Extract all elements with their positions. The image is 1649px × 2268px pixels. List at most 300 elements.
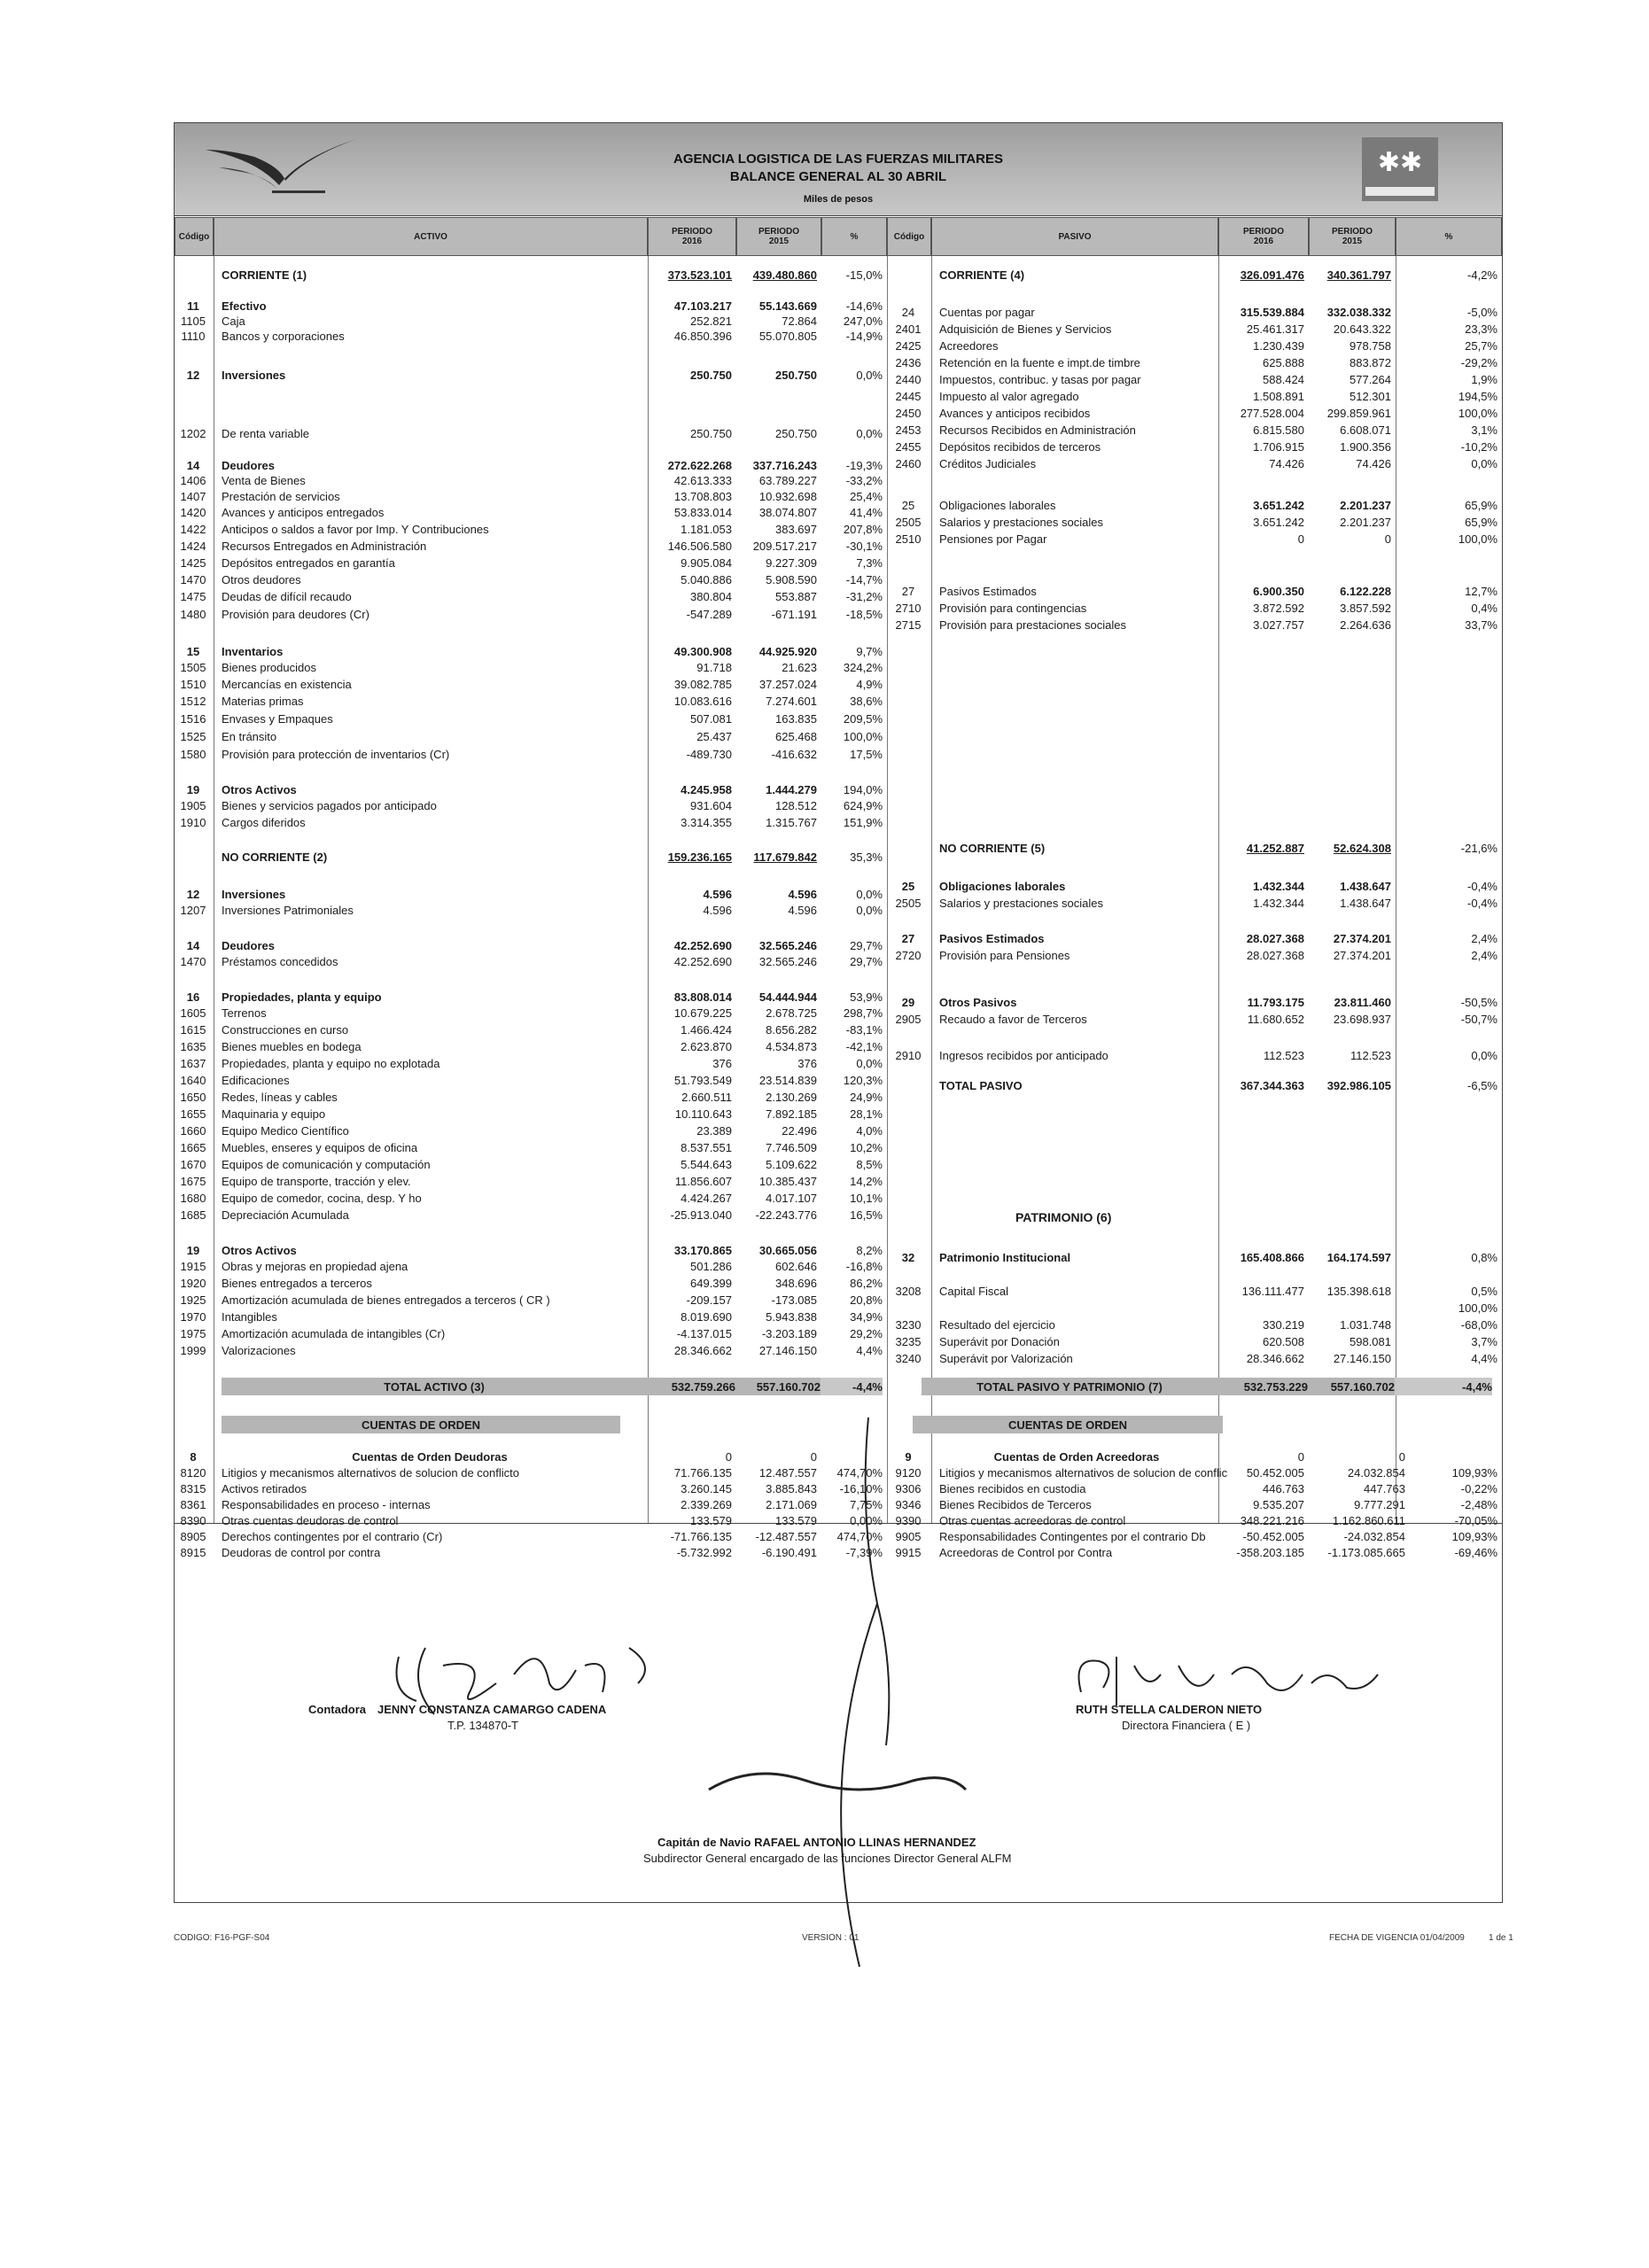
- variation-pct: 194,0%: [843, 783, 883, 796]
- value-2016: 1.466.424: [681, 1023, 732, 1037]
- value-2016: 4.245.958: [681, 783, 732, 796]
- account-label: Responsabilidades Contingentes por el contrario Db: [939, 1530, 1206, 1543]
- value-2016: -209.157: [686, 1293, 732, 1307]
- account-code: 2455: [895, 440, 922, 454]
- account-label: Cuentas de Orden Deudoras: [352, 1450, 508, 1464]
- value-2016: 46.850.396: [673, 330, 732, 343]
- variation-pct: 25,7%: [1465, 339, 1497, 353]
- variation-pct: 86,2%: [850, 1277, 883, 1290]
- account-code: 1105: [181, 315, 206, 328]
- value-2016: 326.091.476: [1240, 268, 1304, 282]
- account-code: [886, 1301, 930, 1316]
- pasivo-row: [174, 499, 1503, 513]
- activo-row: [174, 1208, 1503, 1223]
- variation-pct: 10,2%: [850, 1141, 883, 1154]
- value-2015: 6.122.228: [1340, 585, 1391, 598]
- account-label: Maquinaria y equipo: [222, 1107, 326, 1121]
- account-code: 2450: [895, 407, 922, 420]
- account-code: 2436: [895, 356, 922, 369]
- variation-pct: 109,93%: [1451, 1466, 1497, 1480]
- pasivo-row: [174, 949, 1503, 963]
- value-2016: -489.730: [686, 748, 732, 761]
- account-code: 8: [190, 1450, 197, 1464]
- svg-text:✱✱: ✱✱: [1377, 147, 1423, 178]
- value-2016: 625.888: [1263, 356, 1304, 369]
- account-code: 1615: [180, 1023, 206, 1037]
- value-2016: 9.905.084: [681, 556, 732, 570]
- activo-row: [174, 1192, 1503, 1206]
- account-code: 9: [905, 1450, 912, 1464]
- variation-pct: 8,2%: [856, 1244, 883, 1257]
- value-2016: 4.424.267: [681, 1192, 732, 1205]
- total-pasivo-patrimonio-label: TOTAL PASIVO Y PATRIMONIO (7): [922, 1378, 1217, 1395]
- value-2015: 5.943.838: [766, 1310, 817, 1324]
- value-2016: 8.019.690: [681, 1310, 732, 1324]
- account-code: 2460: [895, 457, 922, 470]
- value-2015: 4.534.873: [766, 1040, 817, 1053]
- account-label: Adquisición de Bienes y Servicios: [939, 322, 1112, 336]
- value-2016: 33.170.865: [673, 1244, 732, 1257]
- variation-pct: 65,9%: [1465, 516, 1497, 529]
- account-label: Efectivo: [222, 299, 267, 313]
- variation-pct: 29,7%: [850, 939, 883, 952]
- cuentas-orden-band-left: CUENTAS DE ORDEN: [222, 1416, 620, 1433]
- value-2016: 10.110.643: [674, 1107, 732, 1121]
- value-2015: 598.081: [1350, 1335, 1391, 1348]
- value-2016: 367.344.363: [1240, 1079, 1304, 1092]
- value-2016: 0: [1297, 532, 1304, 546]
- account-code: 12: [186, 888, 200, 901]
- variation-pct: -83,1%: [845, 1023, 883, 1037]
- signature-capitan: [682, 1409, 984, 1967]
- variation-pct: -5,0%: [1467, 306, 1497, 319]
- variation-pct: -14,9%: [845, 330, 883, 343]
- value-2015: 9.227.309: [766, 556, 817, 570]
- account-code: 2710: [895, 602, 922, 615]
- pasivo-row: [174, 1079, 1503, 1093]
- account-label: Intangibles: [222, 1310, 277, 1324]
- account-code: 32: [901, 1251, 915, 1264]
- value-2015: 4.596: [788, 888, 817, 901]
- value-2016: [1217, 1301, 1304, 1316]
- account-label: Pasivos Estimados: [939, 585, 1037, 598]
- value-2015: 135.398.618: [1326, 1285, 1391, 1298]
- value-2015: 163.835: [775, 712, 817, 726]
- value-2015: 348.696: [775, 1277, 817, 1290]
- account-label: Litigios y mecanismos alternativos de solucion de conflic: [939, 1466, 1228, 1480]
- account-label: Créditos Judiciales: [939, 457, 1037, 470]
- value-2015: 332.038.332: [1326, 306, 1391, 319]
- value-2016: 2.623.870: [681, 1040, 732, 1053]
- value-2015: 21.623: [782, 661, 817, 674]
- value-2016: 250.750: [690, 427, 732, 440]
- value-2015: 55.143.669: [758, 299, 817, 313]
- variation-pct: 194,5%: [1458, 390, 1497, 403]
- value-2016: 0: [725, 1450, 732, 1464]
- account-label: Salarios y prestaciones sociales: [939, 897, 1103, 910]
- value-2015: 23.514.839: [758, 1074, 817, 1087]
- value-2016: 42.252.690: [673, 955, 732, 968]
- account-label: Propiedades, planta y equipo no explotada: [222, 1057, 440, 1070]
- variation-pct: 100,0%: [1458, 532, 1497, 546]
- pasivo-row: [174, 356, 1503, 370]
- alfm-wings-logo: [201, 132, 361, 201]
- value-2016: 376: [712, 1057, 732, 1070]
- value-2015: 27.146.150: [758, 1344, 817, 1357]
- account-label: Bienes Recibidos de Terceros: [939, 1498, 1092, 1511]
- value-2016: 9.535.207: [1253, 1498, 1304, 1511]
- directora-role: Directora Financiera ( E ): [1122, 1719, 1251, 1732]
- value-2016: 10.679.225: [673, 1006, 732, 1020]
- value-2015: 883.872: [1350, 356, 1391, 369]
- value-2016: 11.856.607: [674, 1175, 732, 1188]
- value-2015: -416.632: [771, 748, 817, 761]
- account-label: Propiedades, planta y equipo: [222, 990, 382, 1004]
- variation-pct: 8,5%: [856, 1158, 883, 1171]
- account-label: Superávit por Donación: [939, 1335, 1060, 1348]
- value-2015: 10.932.698: [758, 490, 817, 503]
- account-label: Cargos diferidos: [222, 816, 306, 829]
- account-label: Depósitos recibidos de terceros: [939, 440, 1101, 454]
- activo-row: [174, 799, 1503, 813]
- account-code: 25: [901, 499, 915, 512]
- variation-pct: 12,7%: [1465, 585, 1497, 598]
- account-code: 1407: [180, 490, 206, 503]
- account-code: 1505: [180, 661, 206, 674]
- value-2015: 117.679.842: [753, 850, 817, 864]
- col-periodo-2015-left: PERIODO 2015: [736, 217, 821, 256]
- account-code: 14: [186, 939, 200, 952]
- footer-codigo: CODIGO: F16-PGF-S04: [174, 1933, 270, 1943]
- variation-pct: 247,0%: [843, 315, 883, 328]
- value-2016: 50.452.005: [1246, 1466, 1304, 1480]
- value-2015: 5.109.622: [766, 1158, 817, 1171]
- variation-pct: -0,4%: [1467, 897, 1497, 910]
- account-label: Equipos de comunicación y computación: [222, 1158, 431, 1171]
- account-label: Responsabilidades en proceso - internas: [222, 1498, 431, 1511]
- account-code: 1925: [180, 1293, 206, 1307]
- account-label: Edificaciones: [222, 1074, 290, 1087]
- account-label: Recursos Recibidos en Administración: [939, 423, 1136, 437]
- value-2015: 577.264: [1350, 373, 1391, 386]
- value-2016: 112.523: [1263, 1049, 1304, 1062]
- variation-pct: -50,7%: [1460, 1013, 1497, 1026]
- account-label: Otros Activos: [222, 1244, 297, 1257]
- account-label: Recaudo a favor de Terceros: [939, 1013, 1087, 1026]
- account-label: Deudas de difícil recaudo: [222, 590, 352, 603]
- value-2015: 0: [810, 1450, 817, 1464]
- account-code: 1510: [180, 678, 206, 691]
- variation-pct: 4,4%: [1471, 1352, 1497, 1365]
- cuentas-orden-band-right: CUENTAS DE ORDEN: [913, 1416, 1223, 1433]
- value-2016: 588.424: [1263, 373, 1304, 386]
- account-code: 1910: [180, 816, 206, 829]
- account-label: Impuesto al valor agregado: [939, 390, 1079, 403]
- variation-pct: 29,7%: [850, 955, 883, 968]
- pasivo-row: [174, 532, 1503, 547]
- value-2015: 2.201.237: [1340, 516, 1391, 529]
- account-code: 1640: [180, 1074, 206, 1087]
- account-label: Otras cuentas deudoras de control: [222, 1514, 399, 1527]
- variation-pct: 9,7%: [856, 645, 883, 658]
- col-periodo-2015-right: PERIODO 2015: [1309, 217, 1396, 256]
- variation-pct: 7,3%: [856, 556, 883, 570]
- value-2015: 1.438.647: [1340, 897, 1391, 910]
- account-code: 1516: [180, 712, 206, 726]
- value-2015: 1.162.860.611: [1332, 1514, 1405, 1527]
- variation-pct: 100,0%: [1458, 407, 1497, 420]
- activo-row: [174, 1158, 1503, 1172]
- variation-pct: -15,0%: [845, 268, 883, 282]
- value-2015: 0: [1384, 532, 1391, 546]
- value-2015: 12.487.557: [758, 1466, 817, 1480]
- account-label: Pensiones por Pagar: [939, 532, 1047, 546]
- variation-pct: -69,46%: [1454, 1546, 1497, 1559]
- value-2016: 1.181.053: [681, 523, 732, 536]
- variation-pct: 16,5%: [850, 1208, 883, 1222]
- patrimonio-title: PATRIMONIO (6): [1015, 1210, 1112, 1224]
- value-2015: 978.758: [1350, 339, 1391, 353]
- value-2016: -4.137.015: [676, 1327, 732, 1340]
- account-code: [886, 1079, 930, 1093]
- value-2016: 4.596: [703, 904, 732, 917]
- value-2016: 507.081: [690, 712, 732, 726]
- activo-row: [174, 1107, 1503, 1122]
- value-2016: 47.103.217: [673, 299, 732, 313]
- variation-pct: -18,5%: [845, 608, 883, 621]
- value-2015: 383.697: [775, 523, 817, 536]
- value-2015: -22.243.776: [755, 1208, 817, 1222]
- account-label: Materias primas: [222, 695, 304, 708]
- value-2016: 13.708.803: [673, 490, 732, 503]
- pasivo-row: [174, 373, 1503, 387]
- account-label: Equipo de transporte, tracción y elev.: [222, 1175, 411, 1188]
- pasivo-row: [174, 618, 1503, 633]
- variation-pct: -6,5%: [1467, 1079, 1497, 1092]
- pasivo-row: [174, 440, 1503, 454]
- variation-pct: 14,2%: [850, 1175, 883, 1188]
- pasivo-row: [174, 268, 1503, 283]
- variation-pct: 0,0%: [1471, 457, 1497, 470]
- account-label: Bancos y corporaciones: [222, 330, 345, 343]
- value-2015: 55.070.805: [758, 330, 817, 343]
- value-2016: 133.579: [690, 1514, 732, 1527]
- pasivo-row: [174, 842, 1503, 856]
- variation-pct: -16,8%: [845, 1260, 883, 1273]
- value-2016: 373.523.101: [667, 268, 732, 282]
- value-2015: 8.656.282: [766, 1023, 817, 1037]
- value-2016: 28.027.368: [1246, 932, 1304, 945]
- account-code: 8315: [180, 1482, 206, 1495]
- variation-pct: -4,2%: [1467, 268, 1497, 282]
- value-2015: 439.480.860: [752, 268, 817, 282]
- pasivo-row: [174, 1301, 1503, 1316]
- value-2016: 28.346.662: [1246, 1352, 1304, 1365]
- header-title-agency: AGENCIA LOGISTICA DE LAS FUERZAS MILITARES: [673, 151, 1003, 167]
- account-label: Pasivos Estimados: [939, 932, 1045, 945]
- account-code: 1110: [181, 330, 206, 343]
- account-code: 9915: [895, 1546, 922, 1559]
- value-2016: 136.111.477: [1241, 1285, 1304, 1298]
- account-label: En tránsito: [222, 730, 277, 743]
- account-label: Litigios y mecanismos alternativos de solucion de conflicto: [222, 1466, 520, 1480]
- account-label: Patrimonio Institucional: [939, 1251, 1071, 1264]
- col-periodo-2016-left: PERIODO 2016: [648, 217, 736, 256]
- activo-row: [174, 695, 1503, 709]
- activo-row: [174, 816, 1503, 830]
- value-2016: 2.339.269: [681, 1498, 732, 1511]
- header-subtitle: Miles de pesos: [803, 194, 874, 205]
- activo-row: [174, 678, 1503, 692]
- value-2015: 6.608.071: [1340, 423, 1391, 437]
- account-code: 1905: [180, 799, 206, 812]
- account-code: 16: [186, 990, 200, 1004]
- value-2015: 3.885.843: [766, 1482, 817, 1495]
- account-label: Ingresos recibidos por anticipado: [939, 1049, 1108, 1062]
- variation-pct: -31,2%: [845, 590, 883, 603]
- account-label: Salarios y prestaciones sociales: [939, 516, 1103, 529]
- pasivo-row: [174, 585, 1503, 599]
- account-label: Bienes y servicios pagados por anticipado: [222, 799, 437, 812]
- variation-pct: 20,8%: [850, 1293, 883, 1307]
- variation-pct: -68,0%: [1460, 1318, 1497, 1332]
- capitan-name: Capitán de Navio RAFAEL ANTONIO LLINAS HERNANDEZ: [657, 1836, 976, 1849]
- variation-pct: 474,70%: [836, 1466, 883, 1480]
- variation-pct: 0,0%: [856, 888, 883, 901]
- activo-row: [174, 474, 1503, 488]
- account-label: Deudores: [222, 459, 275, 472]
- account-label: CORRIENTE (4): [939, 268, 1025, 282]
- pasivo-row: [174, 1352, 1503, 1366]
- account-code: 2720: [895, 949, 922, 962]
- account-code: [886, 842, 930, 856]
- value-2015: -1.173.085.665: [1327, 1546, 1405, 1559]
- pasivo-row: [174, 390, 1503, 404]
- account-label: Depósitos entregados en garantía: [222, 556, 395, 570]
- pasivo-row: [174, 457, 1503, 471]
- value-2015: 133.579: [775, 1514, 817, 1527]
- account-label: Envases y Empaques: [222, 712, 333, 726]
- pasivo-row: [174, 602, 1503, 616]
- account-label: Equipo de comedor, cocina, desp. Y ho: [222, 1192, 422, 1205]
- account-code: 1480: [180, 608, 206, 621]
- total-pasivo-pct: -4,4%: [1395, 1378, 1492, 1395]
- account-label: Obligaciones laborales: [939, 499, 1056, 512]
- activo-row: [174, 556, 1503, 571]
- value-2015: 0: [1398, 1450, 1405, 1464]
- account-label: Acreedoras de Control por Contra: [939, 1546, 1113, 1559]
- account-code: 25: [901, 880, 915, 893]
- activo-row: [174, 1175, 1503, 1189]
- value-2015: 602.646: [775, 1260, 817, 1273]
- pasivo-row: [174, 880, 1503, 894]
- value-2015: 376: [797, 1057, 817, 1070]
- value-2016: 83.808.014: [673, 990, 732, 1004]
- value-2016: 3.314.355: [681, 816, 732, 829]
- value-2016: 28.027.368: [1246, 949, 1304, 962]
- variation-pct: 65,9%: [1465, 499, 1497, 512]
- account-label: Resultado del ejercicio: [939, 1318, 1055, 1332]
- value-2015: 44.925.920: [758, 645, 817, 658]
- value-2016: 39.082.785: [673, 678, 732, 691]
- account-label: Superávit por Valorización: [939, 1352, 1073, 1365]
- account-code: 1650: [180, 1091, 206, 1104]
- value-2015: 112.523: [1350, 1049, 1391, 1062]
- account-code: 1675: [180, 1175, 206, 1188]
- variation-pct: 3,1%: [1471, 423, 1497, 437]
- account-code: 19: [186, 1244, 200, 1257]
- account-label: Redes, líneas y cables: [222, 1091, 338, 1104]
- value-2016: 6.815.580: [1253, 423, 1304, 437]
- variation-pct: 298,7%: [843, 1006, 883, 1020]
- value-2016: 28.346.662: [673, 1344, 732, 1357]
- account-label: Bienes recibidos en custodia: [939, 1482, 1086, 1495]
- value-2015: 553.887: [775, 590, 817, 603]
- account-code: 12: [186, 369, 200, 382]
- value-2015: 9.777.291: [1354, 1498, 1405, 1511]
- variation-pct: 120,3%: [843, 1074, 883, 1087]
- account-label: Acreedores: [939, 339, 999, 353]
- value-2016: 1.508.891: [1253, 390, 1304, 403]
- account-label: NO CORRIENTE (5): [939, 842, 1046, 855]
- account-label: Provisión para protección de inventarios (Cr): [222, 748, 450, 761]
- value-2016: 252.821: [690, 315, 732, 328]
- variation-pct: 10,1%: [850, 1192, 883, 1205]
- value-2016: 49.300.908: [673, 645, 732, 658]
- value-2015: 54.444.944: [758, 990, 817, 1004]
- account-label: Valorizaciones: [222, 1344, 296, 1357]
- activo-row: [174, 661, 1503, 675]
- account-code: 9905: [895, 1530, 922, 1543]
- account-code: 19: [186, 783, 200, 796]
- account-code: 9390: [895, 1514, 922, 1527]
- value-2015: 27.374.201: [1333, 949, 1391, 962]
- value-2015: 1.031.748: [1340, 1318, 1391, 1332]
- value-2016: -71.766.135: [670, 1530, 732, 1543]
- variation-pct: -21,6%: [1460, 842, 1497, 855]
- variation-pct: -0,4%: [1467, 880, 1497, 893]
- value-2016: 1.432.344: [1253, 880, 1304, 893]
- variation-pct: 0,0%: [1471, 1049, 1497, 1062]
- value-2016: 649.399: [690, 1277, 732, 1290]
- variation-pct: 53,9%: [850, 990, 883, 1004]
- value-2015: 4.017.107: [766, 1192, 817, 1205]
- variation-pct: -33,2%: [845, 474, 883, 487]
- value-2015: 37.257.024: [758, 678, 817, 691]
- value-2016: 3.651.242: [1253, 499, 1304, 512]
- account-label: Amortización acumulada de bienes entregados a terceros ( CR ): [222, 1293, 550, 1307]
- account-label: Bienes muebles en bodega: [222, 1040, 362, 1053]
- activo-row: [174, 783, 1503, 797]
- value-2016: 330.219: [1263, 1318, 1304, 1332]
- value-2015: 23.811.460: [1334, 996, 1391, 1009]
- account-label: Recursos Entregados en Administración: [222, 540, 427, 553]
- account-label: Obligaciones laborales: [939, 880, 1066, 893]
- value-2016: 250.750: [690, 369, 732, 382]
- pasivo-row: [174, 1049, 1503, 1063]
- account-label: Mercancías en existencia: [222, 678, 352, 691]
- account-code: 1970: [180, 1310, 206, 1324]
- value-2016: 3.260.145: [681, 1482, 732, 1495]
- account-label: Anticipos o saldos a favor por Imp. Y Contribuciones: [222, 523, 489, 536]
- account-label: Bienes entregados a terceros: [222, 1277, 372, 1290]
- value-2016: 315.539.884: [1240, 306, 1304, 319]
- variation-pct: 209,5%: [843, 712, 883, 726]
- variation-pct: 35,3%: [850, 850, 883, 864]
- pasivo-row: [174, 932, 1503, 946]
- value-2016: 165.408.866: [1240, 1251, 1304, 1264]
- variation-pct: 2,4%: [1471, 949, 1497, 962]
